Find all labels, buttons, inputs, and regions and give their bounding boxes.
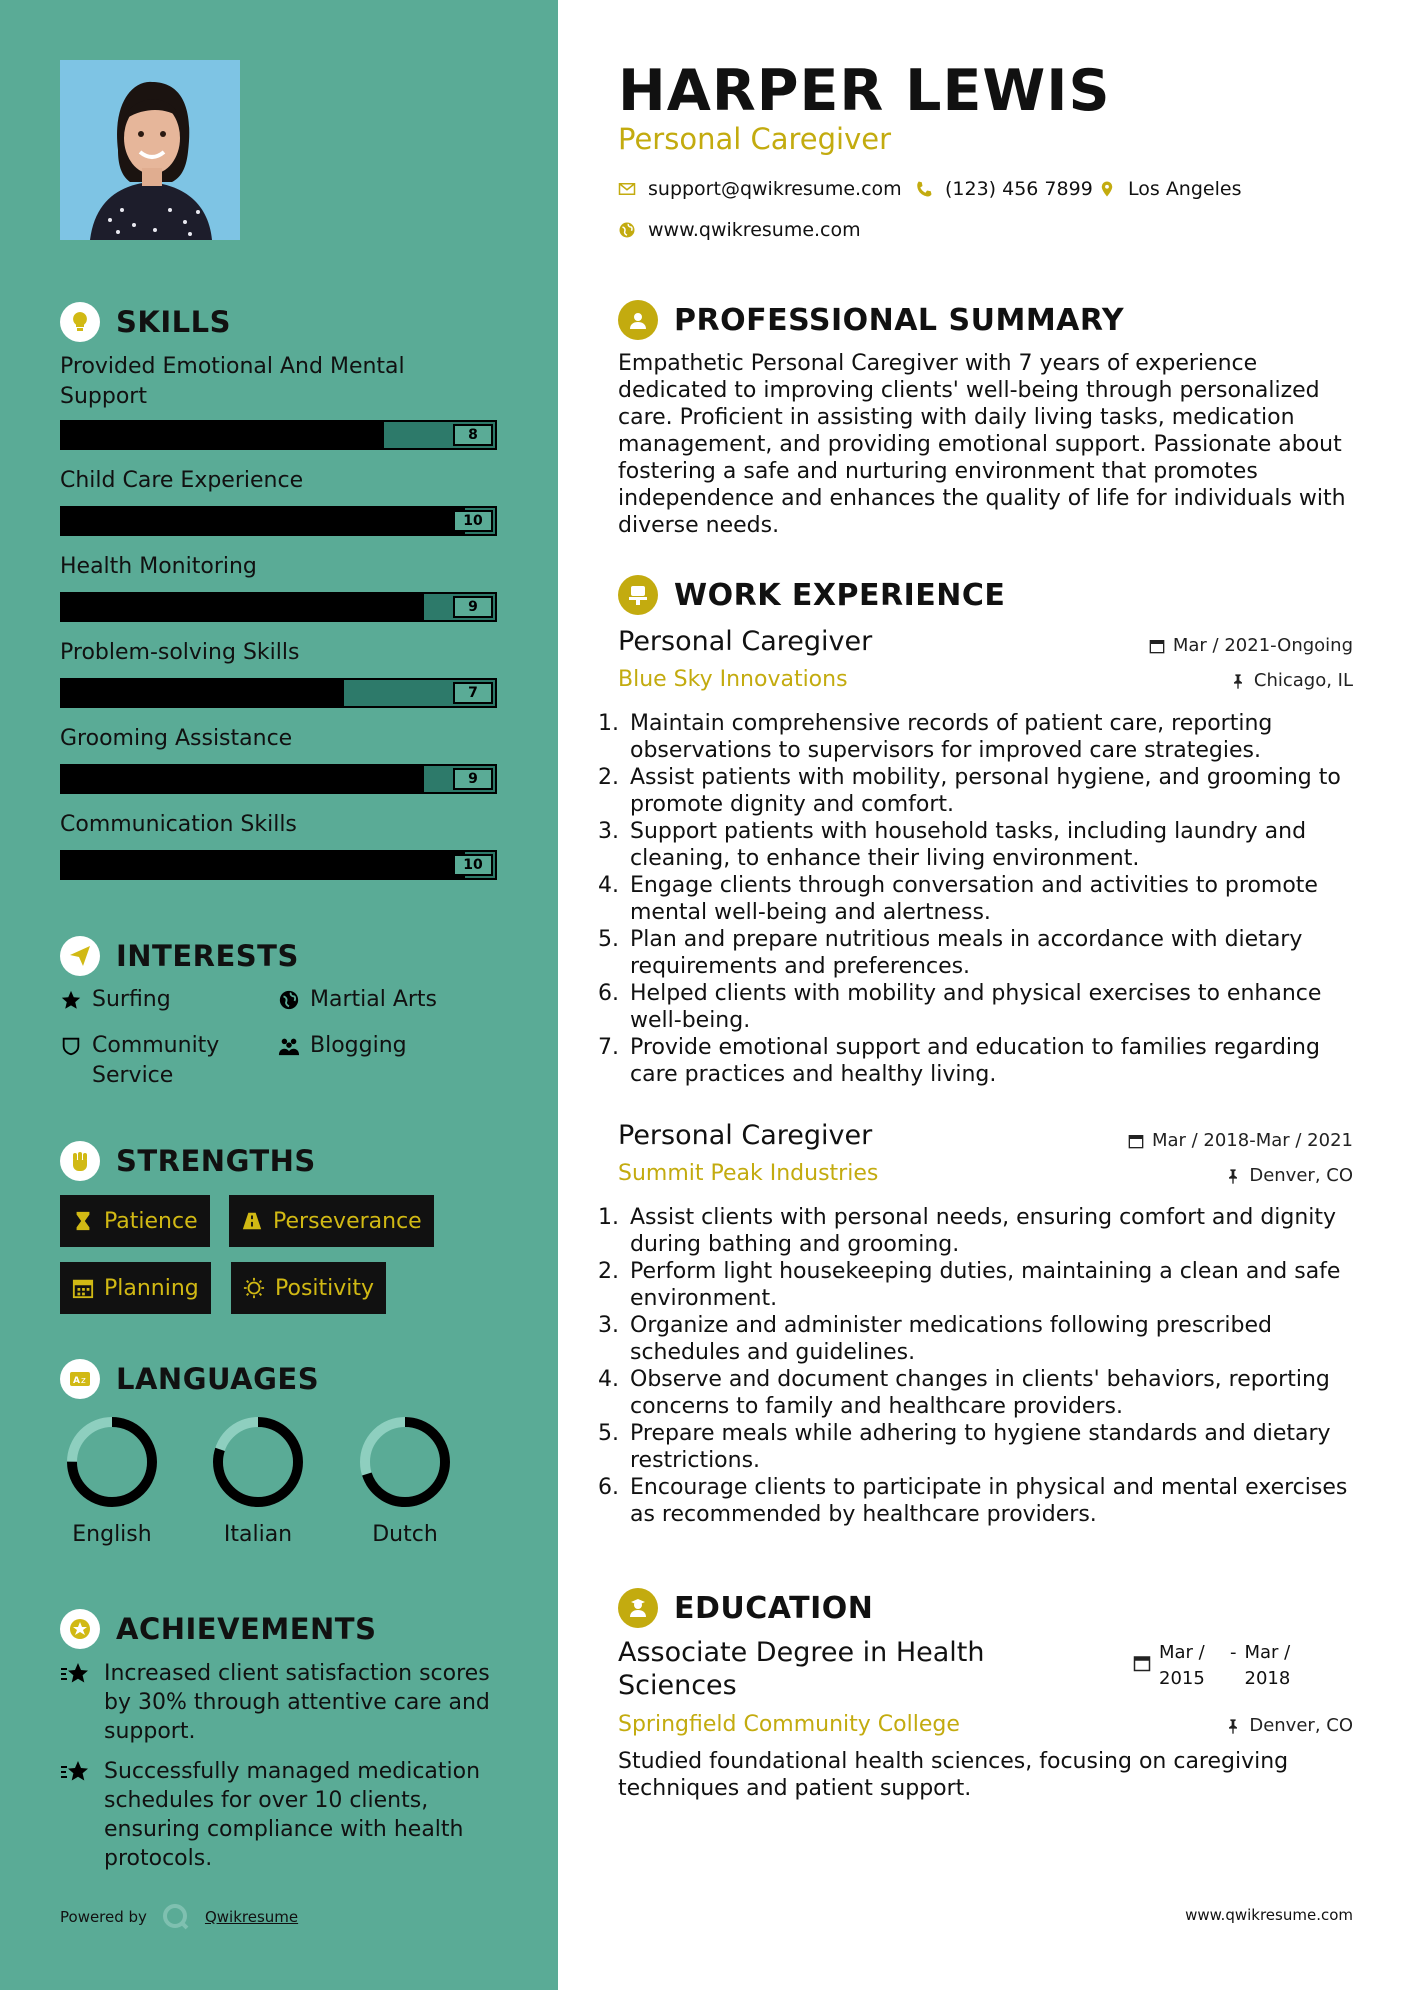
job-dates <box>1048 1130 1353 1151</box>
svg-text:z: z <box>81 1376 86 1386</box>
interest-item <box>60 1031 260 1091</box>
achievements-header <box>60 1609 376 1649</box>
person-name: HARPER LEWIS <box>618 58 1111 124</box>
interest-label: Surfing <box>92 987 171 1012</box>
skills-title: SKILLS <box>116 305 231 339</box>
interests-header <box>60 936 299 976</box>
interest-label: Community Service <box>92 1033 220 1088</box>
language-ring <box>353 1412 473 1512</box>
globe-icon <box>278 989 300 1011</box>
duty-item: 4. Engage clients through conversation and activities to promote mental well-being and alertness. <box>626 872 1353 926</box>
contact-phone <box>915 178 1093 200</box>
education-location <box>1068 1715 1353 1736</box>
skill-level: 7 <box>453 682 493 704</box>
school-name: Springfield Community College <box>618 1712 960 1737</box>
pushpin-icon <box>1225 1718 1241 1734</box>
envelope-icon <box>618 180 636 198</box>
job-location-text: Denver, CO <box>1249 1165 1353 1186</box>
duty-item: 7. Provide emotional support and education to families regarding care practices and healthy living. <box>626 1034 1353 1088</box>
job-dates <box>1068 635 1353 656</box>
job-title: Personal Caregiver <box>618 1120 873 1151</box>
language-name: Dutch <box>372 1522 438 1547</box>
education-start: Mar / 2015 <box>1159 1642 1205 1689</box>
paper-plane-icon <box>60 936 100 976</box>
skill-bar <box>60 592 497 622</box>
interest-label: Martial Arts <box>310 987 438 1012</box>
duty-item: 1. Maintain comprehensive records of patient care, reporting observations to supervisors for improved care strategies. <box>626 710 1353 764</box>
experience-title: WORK EXPERIENCE <box>674 577 1006 613</box>
skills-list <box>60 352 497 880</box>
job-location-text: Chicago, IL <box>1253 670 1353 691</box>
strength-label: Patience <box>104 1208 198 1234</box>
award-icon <box>60 1609 100 1649</box>
skill-bar-fill <box>62 594 424 620</box>
skill-bar <box>60 420 497 450</box>
hourglass-icon <box>72 1210 94 1232</box>
duty-item: 2. Assist patients with mobility, personal hygiene, and grooming to promote dignity and comfort. <box>626 764 1353 818</box>
skill-bar <box>60 506 497 536</box>
calendar-icon <box>1133 1654 1151 1672</box>
summary-text: Empathetic Personal Caregiver with 7 years of experience dedicated to improving clients' well-being through personalized care. Proficient in assisting with daily living tasks, medication management, and providing emotional support. Passionate about fostering a safe and nurturing environment that promotes independence and enhances the quality of life for individuals with diverse needs. <box>618 351 1346 538</box>
email-link[interactable]: support@qwikresume.com <box>648 178 902 200</box>
strength-label: Perseverance <box>273 1208 422 1234</box>
experience-header <box>618 575 1005 615</box>
star-icon <box>60 989 82 1011</box>
company-name: Blue Sky Innovations <box>618 667 848 692</box>
achievement-item <box>60 1659 500 1746</box>
svg-text:A: A <box>73 1376 80 1386</box>
language-ring <box>206 1412 326 1512</box>
language-name: English <box>72 1522 152 1547</box>
duty-item: 6. Encourage clients to participate in physical and mental exercises as recommended by healthcare providers. <box>626 1474 1353 1528</box>
language-icon <box>60 1359 100 1399</box>
skill-level: 9 <box>453 596 493 618</box>
language-item <box>60 1412 180 1547</box>
skill-name: Grooming Assistance <box>60 726 293 751</box>
duty-item: 6. Helped clients with mobility and physical exercises to enhance well-being. <box>626 980 1353 1034</box>
skill-level: 10 <box>453 854 493 876</box>
job-location <box>1068 1165 1353 1186</box>
achievement-text: Increased client satisfaction scores by 30% through attentive care and support. <box>104 1661 490 1744</box>
language-item <box>206 1412 326 1547</box>
skill-item <box>60 638 497 708</box>
website-link[interactable]: www.qwikresume.com <box>648 219 861 241</box>
summary-title: PROFESSIONAL SUMMARY <box>674 302 1125 338</box>
achievements-title: ACHIEVEMENTS <box>116 1612 377 1646</box>
skill-bar <box>60 678 497 708</box>
skill-name: Communication Skills <box>60 812 297 837</box>
education-end: Mar / 2018 <box>1244 1642 1291 1689</box>
duty-item: 4. Observe and document changes in clients' behaviors, reporting concerns to family and healthcare providers. <box>626 1366 1353 1420</box>
job-location <box>1068 670 1353 691</box>
skill-bar <box>60 850 497 880</box>
shield-icon <box>60 1035 82 1057</box>
briefcase-icon <box>618 575 658 615</box>
job-duties <box>608 1204 1353 1528</box>
job-duties <box>608 710 1353 1088</box>
strengths-title: STRENGTHS <box>116 1144 316 1178</box>
person-title: Personal Caregiver <box>618 122 892 156</box>
languages-header <box>60 1359 319 1399</box>
main-content <box>618 0 1353 1990</box>
language-item <box>353 1412 473 1547</box>
achievement-item <box>60 1757 500 1873</box>
language-name: Italian <box>223 1522 293 1547</box>
job-dates-text: Mar / 2021-Ongoing <box>1172 635 1353 656</box>
job-title: Personal Caregiver <box>618 626 873 657</box>
star-rating-icon <box>60 1661 92 1689</box>
location-text: Los Angeles <box>1128 178 1242 200</box>
qwikresume-link[interactable]: Qwikresume <box>204 1908 299 1926</box>
phone-text: (123) 456 7899 <box>945 178 1093 200</box>
skill-name: Child Care Experience <box>60 468 304 493</box>
phone-icon <box>915 180 933 198</box>
contact-location <box>1098 178 1241 200</box>
interest-item <box>278 1031 518 1061</box>
pushpin-icon <box>1225 1168 1241 1184</box>
interests-title: INTERESTS <box>116 939 299 973</box>
skill-bar-fill <box>62 680 344 706</box>
interest-item <box>278 985 518 1015</box>
skill-item <box>60 810 497 880</box>
skill-level: 8 <box>453 424 493 446</box>
skill-level: 9 <box>453 768 493 790</box>
job-dates-text: Mar / 2018-Mar / 2021 <box>1151 1130 1353 1151</box>
skill-level: 10 <box>453 510 493 532</box>
calendar-icon <box>72 1277 94 1299</box>
education-dash: - <box>1230 1642 1237 1663</box>
languages-title: LANGUAGES <box>116 1362 320 1396</box>
fist-icon <box>60 1141 100 1181</box>
strength-badge <box>60 1262 211 1314</box>
strength-label: Planning <box>104 1275 199 1301</box>
sidebar <box>0 0 558 1990</box>
education-header <box>618 1588 873 1628</box>
graduate-icon <box>618 1588 658 1628</box>
strength-badge <box>60 1195 210 1247</box>
globe-icon <box>618 221 636 239</box>
footer-url: www.qwikresume.com <box>1185 1906 1353 1924</box>
skill-bar-fill <box>62 852 465 878</box>
sun-icon <box>243 1277 265 1299</box>
powered-by <box>60 1902 298 1932</box>
education-dates <box>1133 1640 1300 1692</box>
lightbulb-icon <box>60 302 100 342</box>
strength-badge <box>231 1262 386 1314</box>
skill-name: Provided Emotional And Mental Support <box>60 354 405 409</box>
skill-item <box>60 466 497 536</box>
summary-header <box>618 300 1124 340</box>
interest-label: Blogging <box>310 1033 407 1058</box>
calendar-icon <box>1149 638 1165 654</box>
interest-item <box>60 985 260 1015</box>
skill-name: Problem-solving Skills <box>60 640 300 665</box>
education-description: Studied foundational health sciences, focusing on caregiving techniques and patient support. <box>618 1749 1289 1801</box>
users-icon <box>278 1035 300 1057</box>
powered-by-label: Powered by <box>60 1908 147 1926</box>
skill-bar-fill <box>62 422 384 448</box>
calendar-icon <box>1128 1133 1144 1149</box>
skill-item <box>60 724 497 794</box>
skill-bar-fill <box>62 766 424 792</box>
skill-name: Health Monitoring <box>60 554 257 579</box>
contact-website <box>618 219 861 241</box>
duty-item: 5. Plan and prepare nutritious meals in accordance with dietary requirements and preferences. <box>626 926 1353 980</box>
company-name: Summit Peak Industries <box>618 1161 879 1186</box>
skills-header <box>60 302 231 342</box>
degree-name: Associate Degree in Health Sciences <box>618 1637 985 1701</box>
duty-item: 3. Organize and administer medications following prescribed schedules and guidelines. <box>626 1312 1353 1366</box>
pushpin-icon <box>1230 673 1246 689</box>
skill-item <box>60 552 497 622</box>
duty-item: 3. Support patients with household tasks, including laundry and cleaning, to enhance their living environment. <box>626 818 1353 872</box>
contact-email <box>618 178 902 200</box>
skill-bar <box>60 764 497 794</box>
education-location-text: Denver, CO <box>1249 1715 1353 1736</box>
qwikresume-logo-icon <box>161 1902 191 1932</box>
duty-item: 2. Perform light housekeeping duties, maintaining a clean and safe environment. <box>626 1258 1353 1312</box>
star-rating-icon <box>60 1759 92 1787</box>
strength-badge <box>229 1195 434 1247</box>
strengths-header <box>60 1141 316 1181</box>
language-ring <box>60 1412 180 1512</box>
user-icon <box>618 300 658 340</box>
road-icon <box>241 1210 263 1232</box>
strength-label: Positivity <box>275 1275 375 1301</box>
achievement-text: Successfully managed medication schedules for over 10 clients, ensuring compliance with health protocols. <box>104 1759 481 1871</box>
profile-photo <box>60 60 240 240</box>
skill-item <box>60 352 497 450</box>
duty-item: 5. Prepare meals while adhering to hygiene standards and dietary restrictions. <box>626 1420 1353 1474</box>
map-pin-icon <box>1098 180 1116 198</box>
duty-item: 1. Assist clients with personal needs, ensuring comfort and dignity during bathing and grooming. <box>626 1204 1353 1258</box>
education-title: EDUCATION <box>674 1590 874 1626</box>
skill-bar-fill <box>62 508 465 534</box>
